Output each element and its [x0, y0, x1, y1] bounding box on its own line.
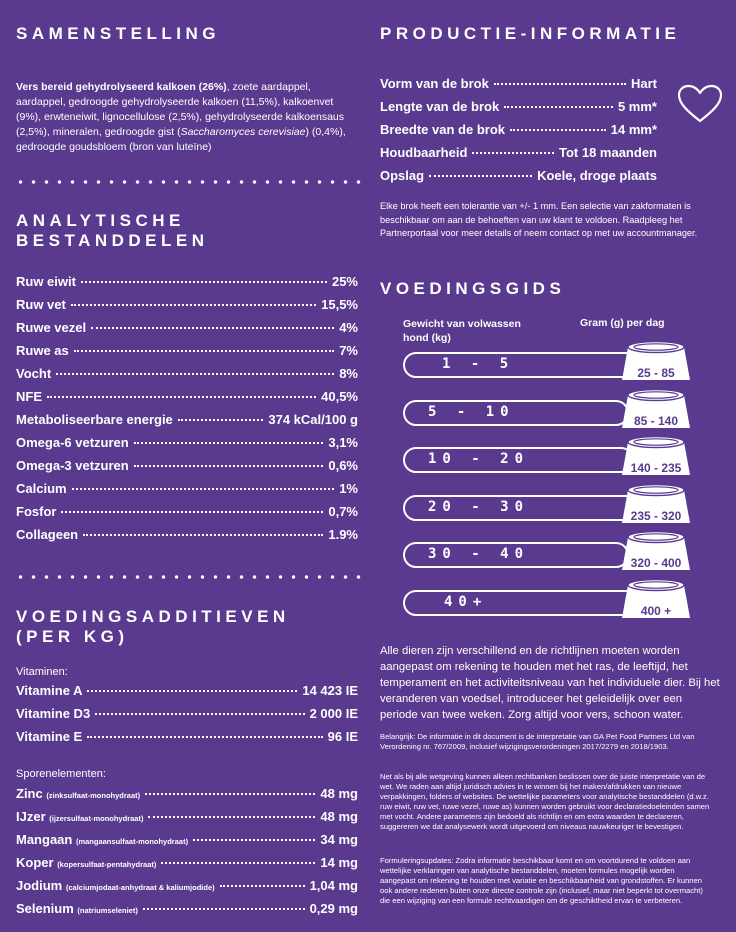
dot-leader: [61, 511, 323, 513]
table-row: [16, 458, 358, 481]
table-row: [16, 389, 358, 412]
table-row: [16, 412, 358, 435]
table-row: [16, 504, 358, 527]
col-weight-header: Gewicht van volwassen hond (kg): [403, 318, 521, 344]
row-label: Ruwe vezel: [16, 320, 87, 335]
dot-leader: [74, 350, 334, 352]
dot-leader: [71, 304, 316, 306]
table-row: [16, 274, 358, 297]
row-note: (mangaansulfaat-monohydraat): [75, 837, 189, 846]
analytic-table: [16, 274, 358, 550]
row-value: 0,29 mg: [309, 901, 358, 916]
row-value: 40,5%: [321, 389, 358, 404]
table-row: [380, 168, 657, 191]
row-label: Lengte van de brok: [380, 99, 500, 114]
row-value: 8%: [339, 366, 358, 381]
product-title: PRODUCTIE-INFORMATIE: [380, 24, 681, 43]
dot-leader: [134, 442, 324, 444]
row-label: Mangaan (mangaansulfaat-monohydraat): [16, 832, 189, 847]
table-row: [16, 683, 358, 706]
row-value: 3,1%: [328, 435, 358, 450]
table-row: [380, 76, 657, 99]
table-row: [380, 145, 657, 168]
row-label: Vitamine A: [16, 683, 83, 698]
table-row: [16, 878, 358, 901]
trace-label: Sporenelementen:: [16, 768, 106, 780]
grams-per-day: 400 +: [640, 603, 672, 618]
weight-range-pill: [403, 590, 639, 616]
dot-leader: [72, 488, 335, 490]
row-label: Breedte van de brok: [380, 122, 505, 137]
table-row: [16, 786, 358, 809]
table-row: [16, 481, 358, 504]
dot-leader: [134, 465, 324, 467]
grams-per-day: 320 - 400: [630, 556, 682, 570]
table-row: [16, 729, 358, 752]
row-label: Houdbaarheid: [380, 145, 468, 160]
table-row: [16, 343, 358, 366]
section-divider: [14, 180, 364, 184]
dot-leader: [148, 816, 315, 818]
row-label: Vitamine E: [16, 729, 83, 744]
product-table: [380, 76, 657, 191]
row-value: 0,6%: [328, 458, 358, 473]
row-value: 1.9%: [328, 527, 358, 542]
row-label: Collageen: [16, 527, 79, 542]
table-row: [16, 706, 358, 729]
dot-leader: [47, 396, 316, 398]
dot-leader: [143, 908, 305, 910]
row-label: Omega-3 vetzuren: [16, 458, 129, 473]
grams-per-day: 85 - 140: [633, 413, 679, 428]
weight-range: 1 - 5: [442, 356, 515, 372]
composition-main-ingredient: Vers bereid gehydrolyseerd kalkoen (26%): [16, 81, 227, 93]
row-label: Omega-6 vetzuren: [16, 435, 129, 450]
tolerance-note: Elke brok heeft een tolerantie van +/- 1 mm. Een selectie van zakformaten is beschikbaar om aan de behoeften van uw klant te voldoen. Raadpleeg het Partnerportaal voor meer details of neem contact op met uw accountmanager.: [380, 201, 698, 238]
section-divider: [14, 575, 364, 579]
table-row: [380, 122, 657, 145]
dot-leader: [494, 83, 626, 85]
grams-per-day: 140 - 235: [630, 461, 682, 475]
row-label: Zinc (zinksulfaat-monohydraat): [16, 786, 141, 801]
row-value: 5 mm*: [617, 99, 657, 114]
row-value: 96 IE: [327, 729, 358, 744]
row-note: (ijzersulfaat-monohydraat): [49, 814, 144, 823]
row-value: 2 000 IE: [309, 706, 358, 721]
row-note: (calciumjodaat-anhydraat & kaliumjodide): [65, 883, 215, 892]
dot-leader: [87, 690, 297, 692]
row-value: 0,7%: [328, 504, 358, 519]
weight-range: 5 - 10: [428, 403, 515, 420]
row-value: Hart: [630, 76, 657, 91]
guide-note: Alle dieren zijn verschillend en de richtlijnen moeten worden aangepast om rekening te houden met het ras, de leeftijd, het temperament en het activiteitsniveau van het individuele dier. Bij het veranderen van voedsel, introduceer het geleidelijk over een periode van twee weken. Zorg altijd voor vers, schoon water.: [380, 645, 720, 721]
row-value: 14 mg: [320, 855, 358, 870]
dot-leader: [220, 885, 305, 887]
row-label: Jodium (calciumjodaat-anhydraat & kaliumjodide): [16, 878, 215, 893]
table-row: [16, 435, 358, 458]
table-row: [16, 297, 358, 320]
trace-table: [16, 786, 358, 924]
row-label: Ruwe as: [16, 343, 69, 358]
row-value: 1%: [339, 481, 358, 496]
vitamins-table: [16, 683, 358, 752]
row-label: Ruw vet: [16, 297, 66, 312]
row-value: 48 mg: [320, 809, 358, 824]
composition-title: SAMENSTELLING: [16, 24, 220, 43]
weight-range: 30 - 40: [428, 546, 530, 562]
grams-per-day: 235 - 320: [630, 508, 682, 523]
table-row: [16, 320, 358, 343]
analytic-title: ANALYTISCHE BESTANDDELEN: [16, 211, 209, 250]
row-value: Tot 18 maanden: [558, 145, 657, 160]
weight-range: 20 - 30: [428, 498, 530, 515]
table-row: [16, 809, 358, 832]
grams-per-day: 25 - 85: [637, 366, 675, 380]
row-label: Vitamine D3: [16, 706, 91, 721]
dot-leader: [56, 373, 334, 375]
row-label: Ruw eiwit: [16, 274, 76, 289]
row-value: 14 mm*: [610, 122, 657, 137]
weight-range: 10 - 20: [428, 451, 530, 467]
row-label: Opslag: [380, 168, 425, 183]
dot-leader: [510, 129, 606, 131]
additives-title: VOEDINGSADDITIEVEN (PER KG): [16, 607, 290, 646]
dot-leader: [83, 534, 323, 536]
dot-leader: [504, 106, 613, 108]
row-label: Vocht: [16, 366, 52, 381]
dot-leader: [429, 175, 532, 177]
row-label: IJzer (ijzersulfaat-monohydraat): [16, 809, 144, 824]
row-label: NFE: [16, 389, 42, 404]
row-label: Fosfor: [16, 504, 57, 519]
table-row: [16, 527, 358, 550]
dot-leader: [95, 713, 304, 715]
legal-formulation: Formuleringsupdates: Zodra informatie beschikbaar komt en om voortdurend te voldoen aan wettelijke verklaringen van analytische bestanddelen, moeten formules mogelijk worden aangepast om rekening te houden met variatie en beschikbaarheid van grondstoffen. Er kunnen ook andere redenen buiten onze directe controle zijn (inclusief, maar niet beperkt tot overmacht) die een wijziging van een formule rechtvaardigen om de geschiktheid ervan te verbeteren.: [380, 856, 703, 905]
dot-leader: [472, 152, 554, 154]
row-value: 374 kCal/100 g: [268, 412, 358, 427]
dot-leader: [145, 793, 315, 795]
row-value: 1,04 mg: [309, 878, 358, 893]
legal-interpretation: Net als bij alle wetgeving kunnen alleen rechtbanken beslissen over de juiste interpretatie van de wet. We raden aan altijd juridisch advies in te winnen bij het maken/afdrukken van nieuwe verpakkingen, folders of websites. De wettelijke parameters voor analytische bestanddelen (d.w.z. ruw eiwit, ruw vet, ruwe vezel, ruwe as) kunnen worden gebruikt voor declaratiedoeleinden samen met vocht. Andere parameters zijn bedoeld als richtlijn en om extra waarden te declareren, suggereren we dat analysewerk wordt uitgevoerd om niveaus nauwkeuriger te bevestigen.: [380, 772, 710, 831]
dot-leader: [193, 839, 315, 841]
row-value: 34 mg: [320, 832, 358, 847]
feeding-guide-title: VOEDINGSGIDS: [380, 279, 566, 298]
weight-range-pill: [403, 352, 644, 378]
dot-leader: [178, 419, 264, 421]
row-value: 14 423 IE: [302, 683, 358, 698]
row-label: Metaboliseerbare energie: [16, 412, 173, 427]
row-label: Calcium: [16, 481, 67, 496]
vitamins-label: Vitaminen:: [16, 666, 68, 678]
row-label: Vorm van de brok: [380, 76, 489, 91]
row-value: 25%: [331, 274, 358, 289]
table-row: [16, 832, 358, 855]
legal-important: Belangrijk: De informatie in dit document is de interpretatie van GA Pet Food Partners Ltd van Verordening nr. 767/2009, inclusief wijzigingsverordeningen 2017/2279 en 2018/1903.: [380, 732, 695, 751]
row-value: 4%: [339, 320, 358, 335]
table-row: [16, 855, 358, 878]
dot-leader: [91, 327, 334, 329]
row-value: 7%: [339, 343, 358, 358]
dot-leader: [161, 862, 315, 864]
row-note: (zinksulfaat-monohydraat): [46, 791, 141, 800]
row-note: (natriumseleniet): [77, 906, 138, 915]
row-note: (kopersulfaat-pentahydraat): [57, 860, 157, 869]
composition-text: Vers bereid gehydrolyseerd kalkoen (26%), zoete aardappel, aardappel, gedroogde gehydrolyseerde kalkoen (11,5%), kalkoenvet (9%), erwteneiwit, lignocellulose (2,5%), gehydrolyseerde kalkoensaus (2,5%), mineralen, gedroogde gist (Saccharomyces cerevisiae) (0,4%), gedroogde goudsbloem (bron van luteïne): [16, 81, 346, 153]
col-grams-header: Gram (g) per dag: [580, 317, 665, 329]
row-label: Koper (kopersulfaat-pentahydraat): [16, 855, 157, 870]
weight-range: 40+: [444, 593, 488, 610]
row-label: Selenium (natriumseleniet): [16, 901, 138, 916]
row-value: 15,5%: [321, 297, 358, 312]
table-row: [16, 901, 358, 924]
table-row: [16, 366, 358, 389]
heart-outline-icon: [676, 84, 724, 124]
dot-leader: [81, 281, 327, 283]
row-value: Koele, droge plaats: [537, 168, 657, 183]
dot-leader: [87, 736, 322, 738]
table-row: [380, 99, 657, 122]
row-value: 48 mg: [320, 786, 358, 801]
